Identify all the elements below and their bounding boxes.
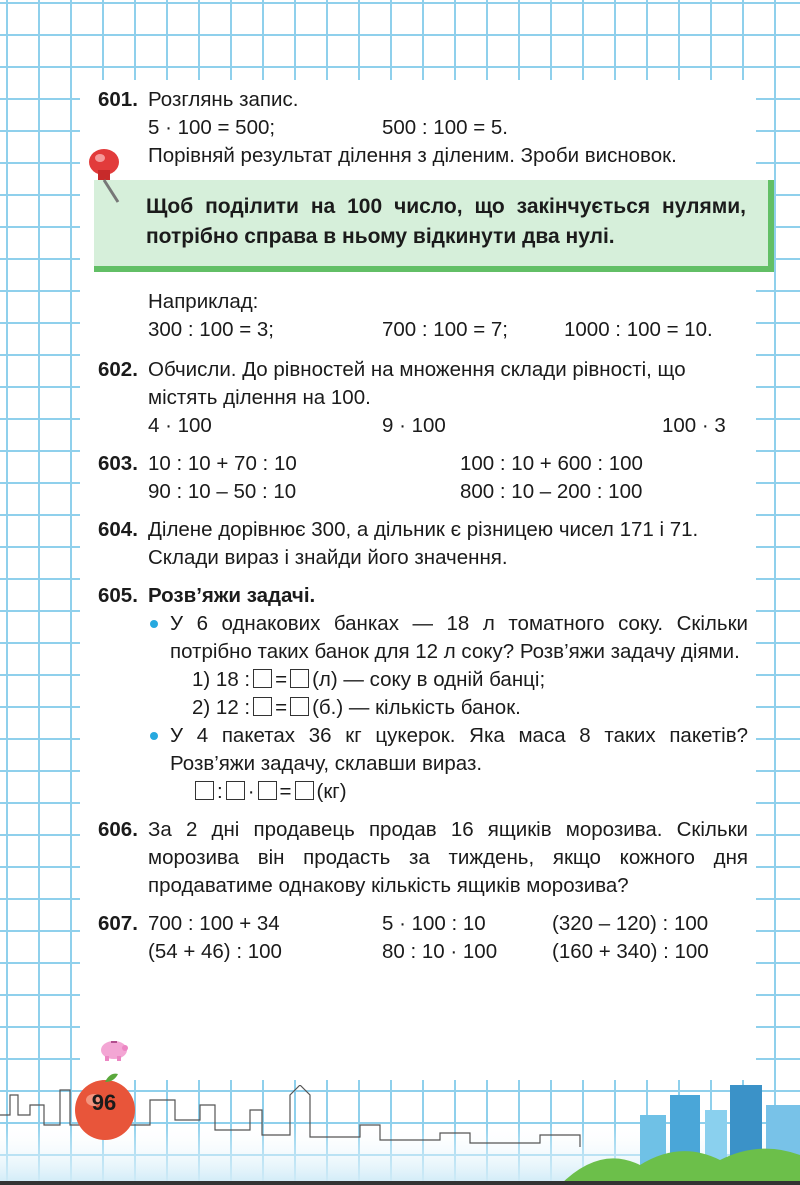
bullet-icon bbox=[150, 732, 158, 740]
exercise-602 bbox=[98, 356, 748, 440]
solution-step bbox=[170, 666, 748, 694]
exercise-number: 602. bbox=[98, 358, 138, 381]
pushpin-icon bbox=[82, 146, 128, 206]
equation-row bbox=[148, 114, 748, 142]
operator: · bbox=[247, 780, 255, 803]
task-item bbox=[148, 722, 748, 806]
answer-box[interactable] bbox=[290, 669, 309, 688]
answer-box[interactable] bbox=[195, 781, 214, 800]
rule-text: Щоб поділити на 100 число, що закінчується нулями, потрібно справа в ньому відкинути два нулі. bbox=[146, 195, 746, 248]
step-text: = bbox=[275, 668, 288, 691]
equation: 500 : 100 = 5. bbox=[382, 116, 508, 139]
operator: : bbox=[217, 780, 223, 803]
exercise-607 bbox=[98, 910, 748, 966]
exercise-number: 607. bbox=[98, 912, 138, 935]
task-text: У 6 однакових банках — 18 л томатного соку. Скільки потрібно таких банок для 12 л соку? Розв’яжи задачу діями. bbox=[170, 612, 748, 663]
task-item bbox=[148, 610, 748, 722]
exercise-text: Ділене дорівнює 300, а дільник є різницею чисел 171 і 71. Склади вираз і знайди його значення. bbox=[148, 518, 699, 569]
expression-row bbox=[148, 450, 748, 478]
answer-box[interactable] bbox=[253, 669, 272, 688]
solution-step bbox=[170, 694, 748, 722]
expression: 9 · 100 bbox=[382, 414, 446, 437]
rule-box bbox=[94, 180, 774, 272]
answer-box[interactable] bbox=[290, 697, 309, 716]
exercise-603 bbox=[98, 450, 748, 506]
example-label: Наприклад: bbox=[148, 290, 259, 313]
exercise-number: 601. bbox=[98, 88, 138, 111]
expression: 100 · 3 bbox=[662, 414, 726, 437]
exercise-title: Розв’яжи задачі. bbox=[148, 584, 316, 607]
step-text: 1) 18 : bbox=[192, 668, 251, 691]
equation-row bbox=[148, 316, 748, 344]
step-text: = bbox=[275, 696, 288, 719]
expression-row bbox=[148, 910, 748, 938]
exercise-text: Обчисли. До рівностей на множення склади рівності, що містять ділення на 100. bbox=[148, 358, 686, 409]
example-block bbox=[98, 288, 748, 344]
expression: 4 · 100 bbox=[148, 414, 212, 437]
expression: (54 + 46) : 100 bbox=[148, 940, 282, 963]
exercise-number: 605. bbox=[98, 584, 138, 607]
expression-row bbox=[148, 478, 748, 506]
exercise-605 bbox=[98, 582, 748, 806]
bullet-icon bbox=[150, 620, 158, 628]
expression: 80 : 10 · 100 bbox=[382, 940, 498, 963]
equation: 700 : 100 = 7; bbox=[382, 318, 508, 341]
operator: = bbox=[279, 780, 292, 803]
exercise-text: Розглянь запис. bbox=[148, 88, 299, 111]
answer-box[interactable] bbox=[295, 781, 314, 800]
expression: 10 : 10 + 70 : 10 bbox=[148, 452, 297, 475]
expression: 100 : 10 + 600 : 100 bbox=[460, 452, 643, 475]
expression: 800 : 10 – 200 : 100 bbox=[460, 480, 643, 503]
step-text: (л) — соку в одній банці; bbox=[312, 668, 546, 691]
exercise-number: 606. bbox=[98, 818, 138, 841]
expression: 700 : 100 + 34 bbox=[148, 912, 280, 935]
exercise-604 bbox=[98, 516, 748, 572]
answer-box[interactable] bbox=[226, 781, 245, 800]
piggy-bank-icon bbox=[98, 1036, 130, 1062]
exercise-text: Порівняй результат ділення з діленим. Зроби висновок. bbox=[148, 144, 677, 167]
expression-row bbox=[148, 938, 748, 966]
answer-box[interactable] bbox=[258, 781, 277, 800]
unit: (кг) bbox=[316, 780, 347, 803]
step-text: 2) 12 : bbox=[192, 696, 251, 719]
page-content bbox=[98, 86, 748, 976]
exercise-text: За 2 дні продавець продав 16 ящиків морозива. Скільки морозива він продасть за тиждень, якщо кожного дня продаватиме однакову кількість ящиків морозива? bbox=[148, 818, 748, 897]
step-text: (б.) — кількість банок. bbox=[312, 696, 521, 719]
exercise-601 bbox=[98, 86, 748, 170]
exercise-number: 604. bbox=[98, 518, 138, 541]
equation: 5 · 100 = 500; bbox=[148, 116, 276, 139]
expression-template bbox=[170, 778, 748, 806]
exercise-number: 603. bbox=[98, 452, 138, 475]
expression: 90 : 10 – 50 : 10 bbox=[148, 480, 297, 503]
expression-row bbox=[148, 412, 748, 440]
equation: 1000 : 100 = 10. bbox=[564, 318, 713, 341]
expression: 5 · 100 : 10 bbox=[382, 912, 486, 935]
task-text: У 4 пакетах 36 кг цукерок. Яка маса 8 таких пакетів? Розв’яжи задачу, склавши вираз. bbox=[170, 724, 748, 775]
page-number: 96 bbox=[91, 1090, 117, 1115]
exercise-606 bbox=[98, 816, 748, 900]
equation: 300 : 100 = 3; bbox=[148, 318, 274, 341]
expression: (320 – 120) : 100 bbox=[552, 912, 709, 935]
answer-box[interactable] bbox=[253, 697, 272, 716]
expression: (160 + 340) : 100 bbox=[552, 940, 709, 963]
